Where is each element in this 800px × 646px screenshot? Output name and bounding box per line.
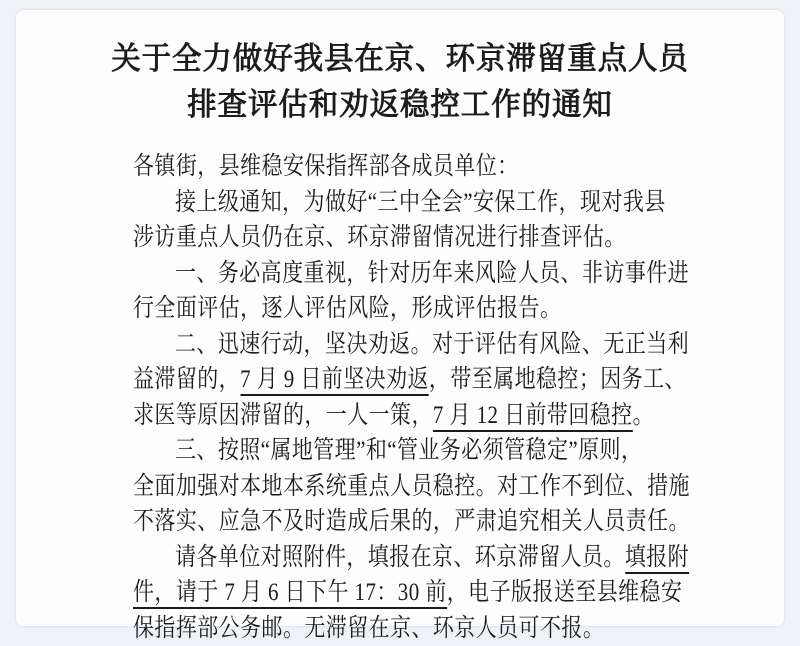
document-title-line: 关于全力做好我县在京、环京滞留重点人员 xyxy=(35,36,765,82)
text-segment: 各镇街，县维稳安保指挥部各成员单位： xyxy=(133,153,519,180)
document-line xyxy=(133,256,680,292)
text-segment: 二、迅速行动，坚决劝返。对于评估有风险、无正当利 xyxy=(175,331,689,358)
underlined-text: 填报附 xyxy=(625,544,689,574)
document-line xyxy=(133,362,680,398)
document-line xyxy=(133,398,680,434)
text-segment: 。 xyxy=(633,402,654,429)
document-line xyxy=(133,327,680,363)
text-segment: 全面加强对本地本系统重点人员稳控。对工作不到位、措施 xyxy=(133,473,690,500)
underlined-text: 件，请于 7 月 6 日下午 17：30 前 xyxy=(133,579,447,609)
document-title-line: 排查评估和劝返稳控工作的通知 xyxy=(35,82,765,128)
text-segment: 请各单位对照附件，填报在京、环京滞留人员。 xyxy=(175,544,625,571)
document-line xyxy=(133,540,680,576)
text-segment: 求医等原因滞留的，一人一策， xyxy=(133,402,433,429)
underlined-text: 7 月 9 日前坚决劝返 xyxy=(240,366,429,396)
document-line xyxy=(133,291,680,327)
document-page xyxy=(16,10,784,626)
text-segment: 益滞留的， xyxy=(133,366,240,393)
document-body xyxy=(16,149,784,646)
text-segment: 保指挥部公务邮。无滞留在京、环京人员可不报。 xyxy=(133,615,604,642)
text-segment: 行全面评估，逐人评估风险，形成评估报告。 xyxy=(133,295,561,322)
text-segment: 涉访重点人员仍在京、环京滞留情况进行排查评估。 xyxy=(133,224,626,251)
document-line xyxy=(133,469,680,505)
document-line xyxy=(133,611,680,646)
text-segment: 三、按照“属地管理”和“管业务必须管稳定”原则， xyxy=(175,437,642,464)
text-segment: 不落实、应急不及时造成后果的，严肃追究相关人员责任。 xyxy=(133,508,690,535)
text-segment: 一、务必高度重视，针对历年来风险人员、非访事件进 xyxy=(175,260,689,287)
text-segment: ，带至属地稳控；因务工、 xyxy=(429,366,686,393)
document-line xyxy=(133,149,680,185)
text-segment: ，电子版报送至县维稳安 xyxy=(447,579,683,606)
document-title xyxy=(16,10,784,128)
document-line xyxy=(133,504,680,540)
document-line xyxy=(133,220,680,256)
document-line xyxy=(133,185,680,221)
document-line xyxy=(133,433,680,469)
underlined-text: 7 月 12 日前带回稳控 xyxy=(433,402,633,432)
text-segment: 接上级通知，为做好“三中全会”安保工作，现对我县 xyxy=(175,189,666,216)
document-line xyxy=(133,575,680,611)
